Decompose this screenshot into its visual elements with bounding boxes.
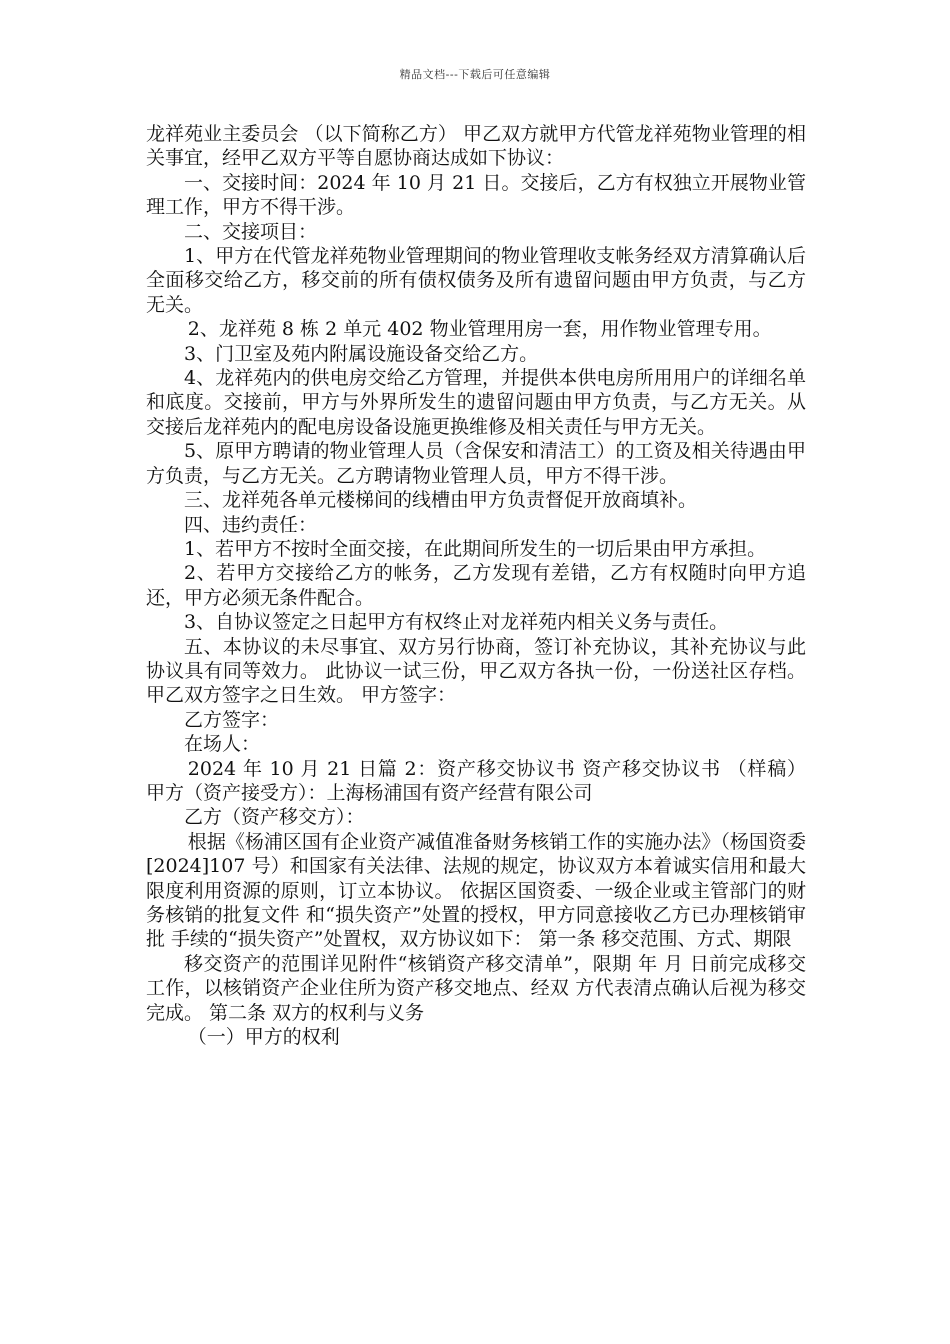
page-header: 精品文档---下载后可任意编辑: [399, 68, 551, 81]
paragraph-handover-items-heading: 二、交接项目：: [184, 220, 318, 243]
paragraph-liability-1: 1、若甲方不按时全面交接，在此期间所发生的一切后果由甲方承担。: [184, 537, 767, 560]
paragraph-item-1: 1、甲方在代管龙祥苑物业管理期间的物业管理收支帐务经双方清算确认后全面移交给乙方，移交前的所有债权债务及所有遗留问题由甲方负责，与乙方无关。: [146, 245, 806, 316]
paragraph-section-5: 五、本协议的未尽事宜、双方另行协商，签订补充协议，其补充协议与此协议具有同等效力。 此协议一试三份，甲乙双方各执一份，一份送社区存档。甲乙双方签字之日生效。 甲方签字：: [146, 635, 806, 707]
paragraph-item-5: 5、原甲方聘请的物业管理人员（含保安和清洁工）的工资及相关待遇由甲方负责，与乙方无关。乙方聘请物业管理人员，甲方不得干涉。: [146, 440, 806, 487]
paragraph-transfer-scope: 移交资产的范围详见附件“核销资产移交清单”，限期 年 月 日前完成移交工作，以核销资产企业住所为资产移交地点、经双 方代表清点确认后视为移交完成。 第二条 双方的权利与义务: [146, 952, 806, 1024]
paragraph-section-3: 三、龙祥苑各单元楼梯间的线槽由甲方负责督促开放商填补。: [184, 489, 698, 512]
paragraph-handover-time: 一、交接时间：2024 年 10 月 21 日。交接后，乙方有权独立开展物业管理工作，甲方不得干涉。: [146, 171, 806, 219]
signature-witness: 在场人：: [184, 733, 261, 756]
paragraph-item-2: 2、龙祥苑 8 栋 2 单元 402 物业管理用房一套，用作物业管理专用。: [187, 318, 772, 341]
signature-party-b: 乙方签字：: [184, 708, 280, 731]
paragraph-intro: 龙祥苑业主委员会 （以下简称乙方） 甲乙双方就甲方代管龙祥苑物业管理的相关事宜，经甲乙双方平等自愿协商达成如下协议：: [146, 123, 806, 170]
document-body: [146, 122, 806, 1049]
paragraph-item-4: 4、龙祥苑内的供电房交给乙方管理，并提供本供电房所用用户的详细名单和底度。交接前，甲方与外界所发生的遗留问题由甲方负责，与乙方无关。从交接后龙祥苑内的配电房设备设施更换维修及相关责任与甲方无关。: [146, 367, 806, 438]
paragraph-date-and-title-2: 2024 年 10 月 21 日篇 2：资产移交协议书 资产移交协议书 （样稿） 甲方（资产接受方）：上海杨浦国有资产经营有限公司: [146, 757, 806, 804]
paragraph-liability-2: 2、若甲方交接给乙方的帐务，乙方发现有差错，乙方有权随时向甲方追还，甲方必须无条件配合。: [146, 562, 806, 609]
paragraph-party-a-rights: （一）甲方的权利: [187, 1026, 340, 1049]
paragraph-liability-3: 3、自协议签定之日起甲方有权终止对龙祥苑内相关义务与责任。: [184, 611, 729, 634]
paragraph-item-3: 3、门卫室及苑内附属设施设备交给乙方。: [184, 342, 539, 365]
paragraph-party-b-transferor: 乙方（资产移交方）：: [184, 806, 365, 829]
paragraph-liability-heading: 四、违约责任：: [184, 513, 318, 536]
paragraph-basis: 根据《杨浦区国有企业资产减值准备财务核销工作的实施办法》（杨国资委[2024]107 号）和国家有关法律、法规的规定，协议双方本着诚实信用和最大限度利用资源的原则，订立本协议。 依据区国资委、一级企业或主管部门的财务核销的批复文件 和“损失资产”处置的授权，甲方同意接收乙方已办理核销审批 手续的“损失资产”处置权，双方协议如下： 第一条 移交范围、方式、期限: [146, 830, 806, 951]
